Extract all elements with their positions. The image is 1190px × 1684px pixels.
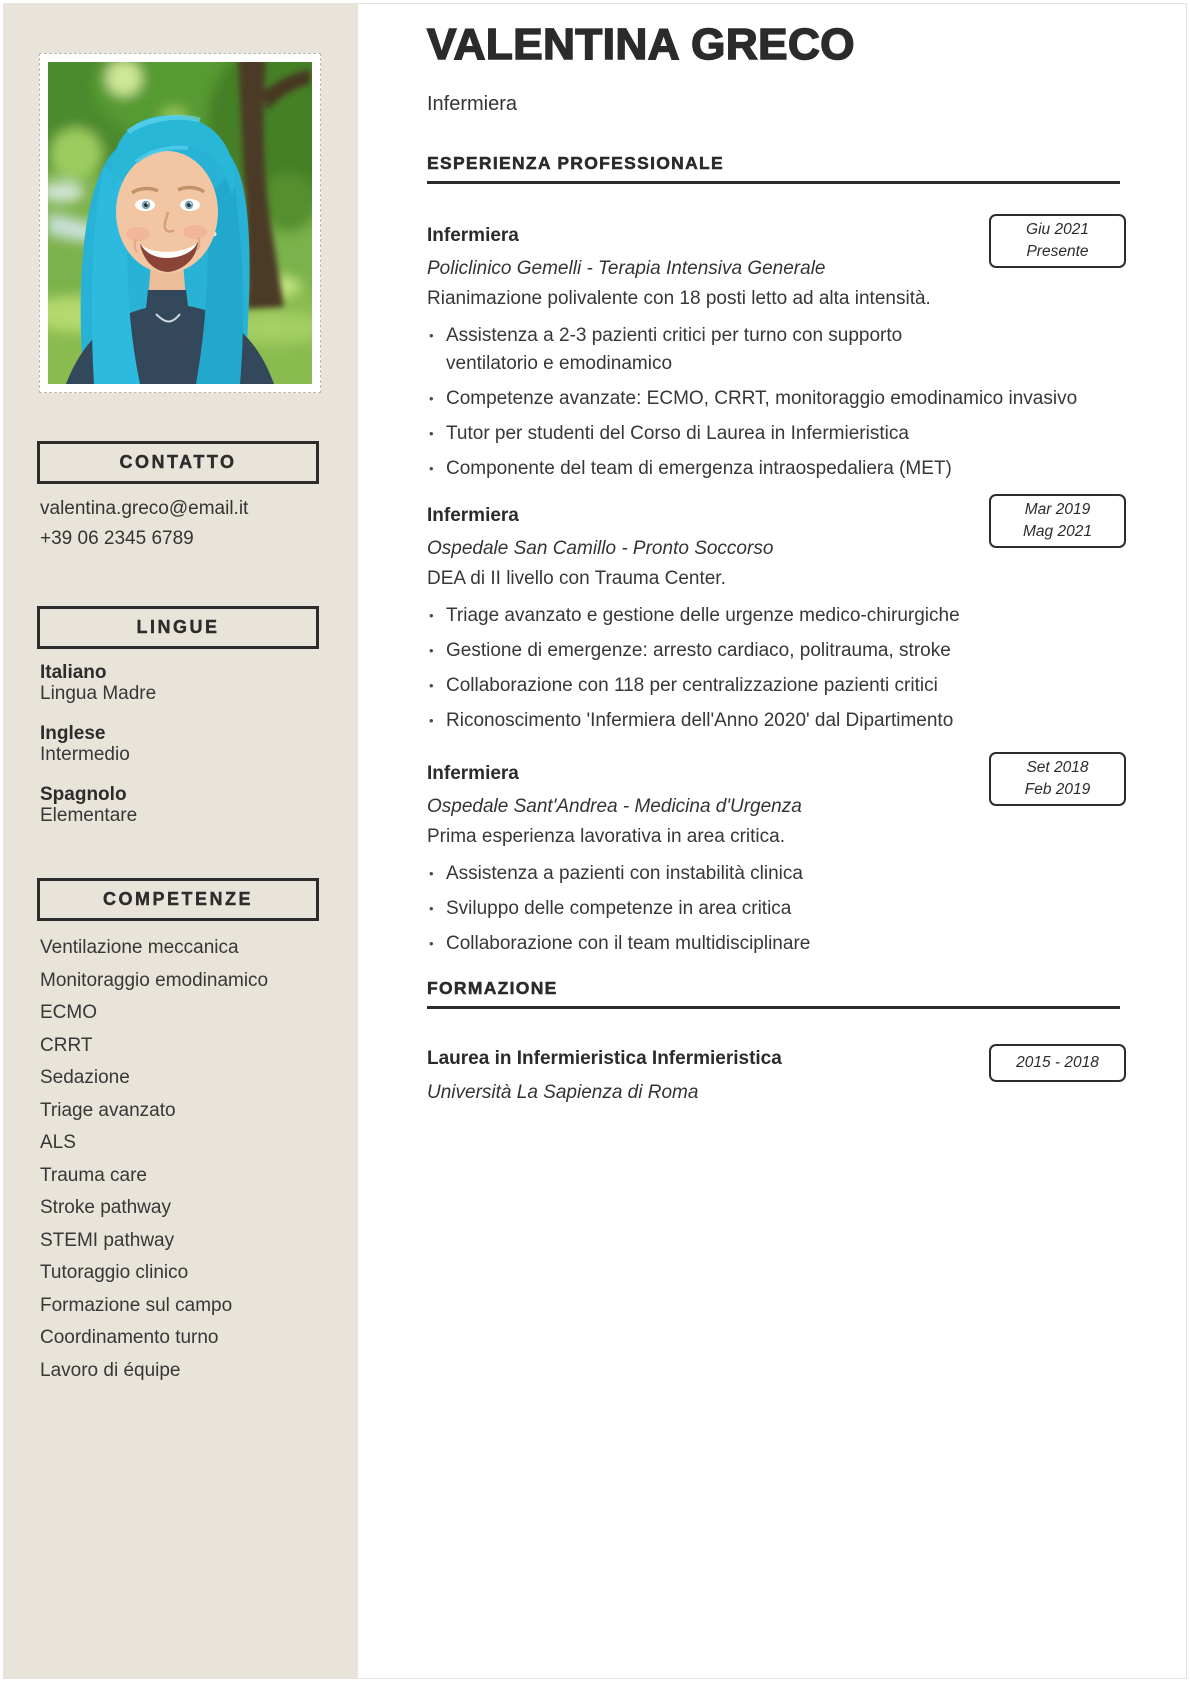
profile-photo: [39, 53, 321, 393]
skill-item: Coordinamento turno: [40, 1327, 219, 1348]
job-title: Infermiera: [427, 225, 519, 246]
contact-email: valentina.greco@email.it: [40, 498, 249, 519]
education-period-box: [989, 1044, 1126, 1082]
job-bullet: • Riconoscimento 'Infermiera dell'Anno 2020' dal Dipartimento: [427, 707, 1120, 735]
job-period-start: Set 2018: [1026, 759, 1089, 776]
language-level: Intermedio: [40, 744, 130, 765]
page-sheet: [3, 3, 1187, 1679]
job-title: Infermiera: [427, 505, 519, 526]
education-period: 2015 - 2018: [1016, 1054, 1099, 1071]
skill-item: Formazione sul campo: [40, 1294, 233, 1316]
job-period-box: [989, 494, 1126, 548]
education-section-title: FORMAZIONE: [427, 978, 1120, 1009]
skill-item: ECMO: [40, 1002, 97, 1023]
job-bullet: • Sviluppo delle competenze in area critica: [427, 895, 1120, 923]
job-summary: Prima esperienza lavorativa in area critica.: [427, 826, 785, 847]
job-bullet: • Triage avanzato e gestione delle urgenze medico-chirurgiche: [427, 602, 1120, 630]
skills-section-header: [37, 878, 319, 921]
language-level: Lingua Madre: [40, 683, 157, 704]
education-degree: Laurea in Infermieristica Infermieristica: [427, 1048, 782, 1069]
languages-section-title: LINGUE: [136, 617, 220, 637]
job-bullets: [427, 322, 1120, 483]
skill-item: Sedazione: [40, 1067, 130, 1088]
skill-item: Tutoraggio clinico: [40, 1262, 189, 1283]
job-period-start: Giu 2021: [1026, 221, 1089, 238]
language-item: [40, 662, 156, 704]
language-level: Elementare: [40, 805, 138, 826]
skill-item: Triage avanzato: [40, 1099, 176, 1121]
job-summary: DEA di II livello con Trauma Center.: [427, 568, 726, 589]
job-bullets: [427, 602, 1120, 735]
skill-item: Monitoraggio emodinamico: [40, 969, 269, 991]
job-company: Policlinico Gemelli - Terapia Intensiva Generale: [427, 258, 826, 279]
languages-list: [40, 662, 156, 845]
job-period-box: [989, 752, 1126, 806]
job-entry: [427, 494, 1120, 742]
person-role: Infermiera: [427, 93, 518, 115]
sidebar: [4, 4, 358, 1678]
job-bullet: • Collaborazione con 118 per centralizzazione pazienti critici: [427, 672, 1120, 700]
skill-item: Lavoro di équipe: [40, 1359, 181, 1381]
job-bullet: • Tutor per studenti del Corso di Laurea in Infermieristica: [427, 420, 1120, 448]
skills-list: [40, 932, 268, 1387]
job-summary: Rianimazione polivalente con 18 posti letto ad alta intensità.: [427, 288, 931, 309]
job-bullet: • Competenze avanzate: ECMO, CRRT, monitoraggio emodinamico invasivo: [427, 385, 1120, 413]
contact-section-title: CONTATTO: [119, 452, 237, 472]
job-bullets: [427, 860, 1120, 958]
skill-item: STEMI pathway: [40, 1229, 175, 1251]
job-bullet: • Assistenza a 2-3 pazienti critici per turno con supporto ventilatorio e emodinamico: [427, 322, 1120, 378]
skill-item: ALS: [40, 1132, 76, 1153]
contact-section-header: [37, 441, 319, 484]
job-bullet: • Assistenza a pazienti con instabilità clinica: [427, 860, 1120, 888]
education-school: Università La Sapienza di Roma: [427, 1082, 699, 1103]
skills-section-title: COMPETENZE: [102, 889, 253, 909]
language-name: Inglese: [40, 723, 106, 744]
job-bullet: • Componente del team di emergenza intraospedaliera (MET): [427, 455, 1120, 483]
contact-phone: +39 06 2345 6789: [40, 528, 194, 549]
skill-item: Trauma care: [40, 1164, 147, 1186]
portrait-illustration: [48, 62, 312, 384]
job-period-end: Mag 2021: [1023, 523, 1092, 540]
job-period-end: Presente: [1026, 243, 1089, 260]
language-name: Italiano: [40, 662, 107, 683]
job-entry: [427, 752, 1120, 965]
skill-item: CRRT: [40, 1034, 93, 1056]
person-name: VALENTINA GRECO: [427, 20, 855, 69]
language-name: Spagnolo: [40, 784, 127, 805]
language-item: [40, 723, 156, 765]
skill-item: Stroke pathway: [40, 1197, 171, 1218]
language-item: [40, 784, 156, 826]
experience-section-title: ESPERIENZA PROFESSIONALE: [427, 153, 1120, 184]
job-entry: [427, 214, 1120, 490]
languages-section-header: [37, 606, 319, 649]
education-entry: [427, 1044, 1120, 1104]
contact-info: [40, 494, 248, 554]
job-period-start: Mar 2019: [1024, 501, 1091, 518]
job-period-box: [989, 214, 1126, 268]
job-bullet: • Gestione di emergenze: arresto cardiaco, politrauma, stroke: [427, 637, 1120, 665]
skill-item: Ventilazione meccanica: [40, 937, 239, 958]
job-company: Ospedale Sant'Andrea - Medicina d'Urgenza: [427, 796, 802, 817]
job-company: Ospedale San Camillo - Pronto Soccorso: [427, 538, 774, 559]
job-title: Infermiera: [427, 763, 519, 784]
job-bullet: • Collaborazione con il team multidisciplinare: [427, 930, 1120, 958]
job-period-end: Feb 2019: [1024, 781, 1091, 798]
